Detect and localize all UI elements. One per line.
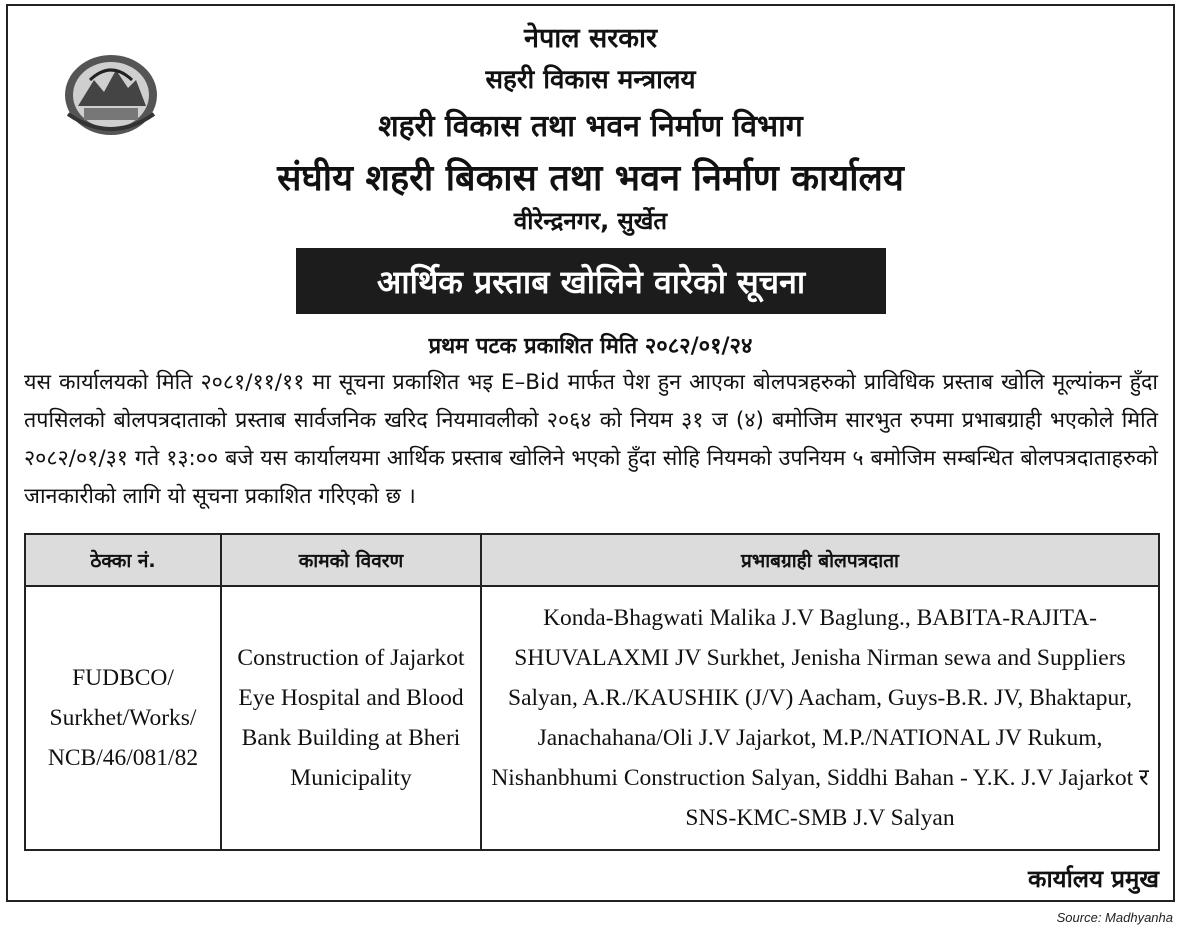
col-header-work-description: कामको विवरण bbox=[221, 534, 481, 586]
source-credit: Source: Madhyanha bbox=[1056, 910, 1173, 925]
cell-work-description: Construction of Jajarkot Eye Hospital and Blood Bank Building at Bheri Municipality bbox=[221, 586, 481, 850]
cell-contract-no: FUDBCO/ Surkhet/Works/ NCB/46/081/82 bbox=[25, 586, 221, 850]
table-header-row bbox=[25, 534, 1159, 586]
table-row bbox=[25, 586, 1159, 850]
cell-bidders: Konda-Bhagwati Malika J.V Baglung., BABITA-RAJITA-SHUVALAXMI JV Surkhet, Jenisha Nirman sewa and Suppliers Salyan, A.R./KAUSHIK (J/V) Aacham, Guys-B.R. JV, Bhaktapur, Janachahana/Oli J.V Jajarkot, M.P./NATIONAL JV Rukum, Nishanbhumi Construction Salyan, Siddhi Bahan - Y.K. J.V Jajarkot र SNS-KMC-SMB J.V Salyan bbox=[481, 586, 1159, 850]
bid-table bbox=[24, 533, 1160, 851]
publication-date: प्रथम पटक प्रकाशित मिति २०८२/०१/२४ bbox=[428, 334, 753, 359]
header-ministry: सहरी विकास मन्त्रालय bbox=[485, 65, 696, 95]
header-government: नेपाल सरकार bbox=[523, 23, 658, 54]
notice-body: यस कार्यालयको मिति २०८१/११/११ मा सूचना प्रकाशित भइ E–Bid मार्फत पेश हुन आएका बोलपत्रहरुको प्राविधिक प्रस्ताब खोलि मूल्यांकन हुँदा तपसिलको बोलपत्रदाताको प्रस्ताब सार्वजनिक खरिद नियमावलीको २०६४ को नियम ३१ ज (४) बमोजिम सारभुत रुपमा प्रभाबग्राही भएकोले मिति २०८२/०१/३१ गते १३:०० बजे यस कार्यालयमा आर्थिक प्रस्ताब खोलिने भएको हुँदा सोहि नियमको उपनियम ५ बमोजिम सम्बन्धित बोलपत्रदाताहरुको जानकारीको लागि यो सूचना प्रकाशित गरिएको छ । bbox=[24, 370, 1158, 509]
col-header-bidders: प्रभाबग्राही बोलपत्रदाता bbox=[481, 534, 1159, 586]
office-chief-signature: कार्यालय प्रमुख bbox=[1028, 865, 1159, 893]
header-location: वीरेन्द्रनगर, सुर्खेत bbox=[513, 207, 668, 235]
header-department: शहरी विकास तथा भवन निर्माण विभाग bbox=[378, 109, 803, 144]
header-office: संघीय शहरी बिकास तथा भवन निर्माण कार्यालय bbox=[277, 158, 904, 199]
notice-title-banner: आर्थिक प्रस्ताब खोलिने वारेको सूचना bbox=[296, 248, 886, 314]
col-header-contract-no: ठेक्का नं. bbox=[25, 534, 221, 586]
